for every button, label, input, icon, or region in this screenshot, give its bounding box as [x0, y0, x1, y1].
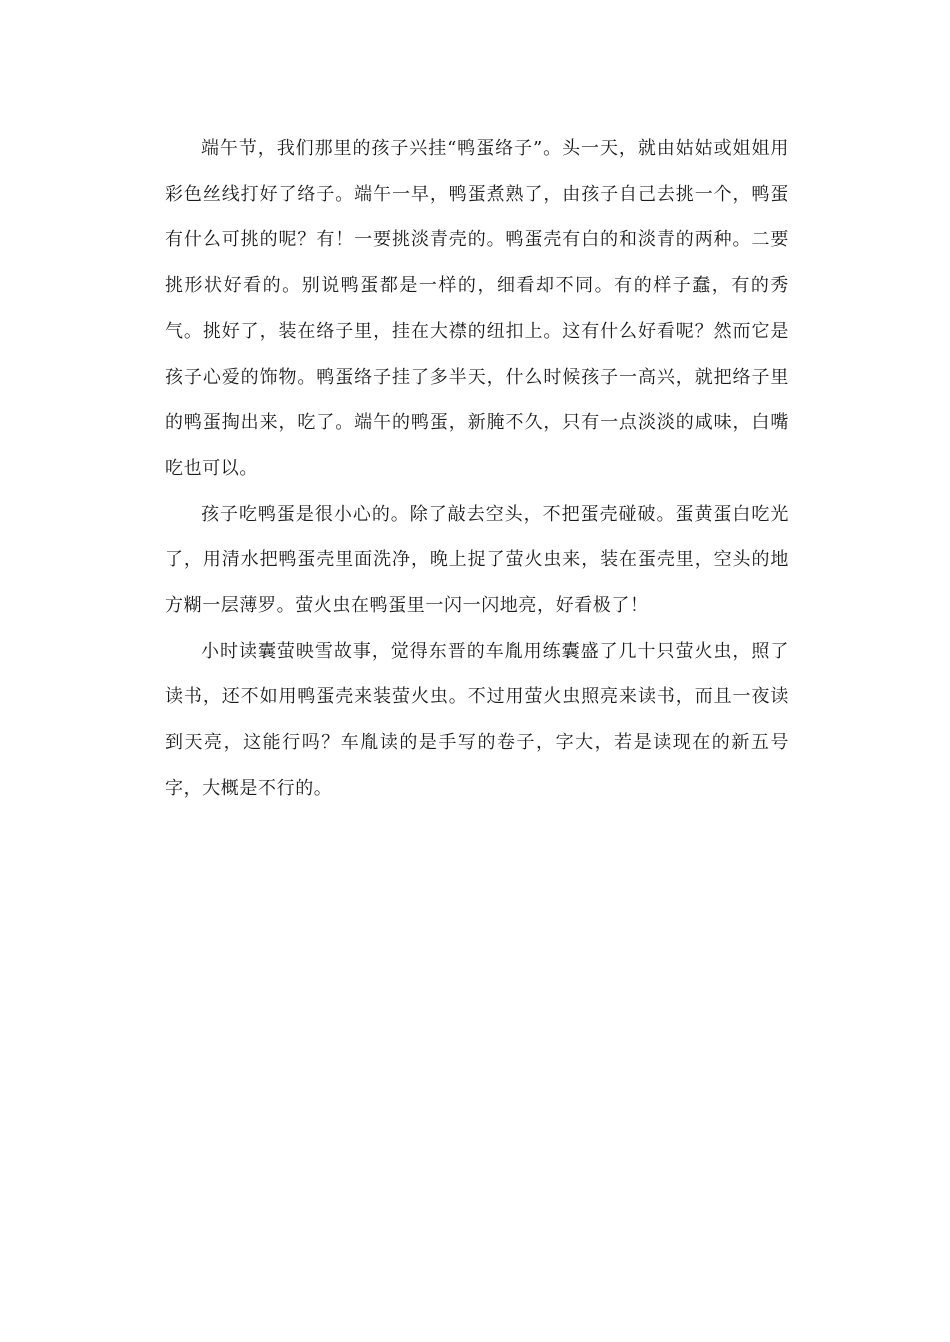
document-body: [165, 126, 789, 812]
paragraph-duck-egg-net: 端午节，我们那里的孩子兴挂“鸭蛋络子”。头一天，就由姑姑或姐姐用彩色丝线打好了络子。端午一早，鸭蛋煮熟了，由孩子自己去挑一个，鸭蛋有什么可挑的呢？有！一要挑淡青壳的。鸭蛋壳有白的和淡青的两种。二要挑形状好看的。别说鸭蛋都是一样的，细看却不同。有的样子蠢，有的秀气。挑好了，装在络子里，挂在大襟的纽扣上。这有什么好看呢？然而它是孩子心爱的饰物。鸭蛋络子挂了多半天，什么时候孩子一高兴，就把络子里的鸭蛋掏出来，吃了。端午的鸭蛋，新腌不久，只有一点淡淡的咸味，白嘴吃也可以。: [165, 138, 789, 479]
paragraph-reading-by-fireflies: 小时读囊萤映雪故事，觉得东晋的车胤用练囊盛了几十只萤火虫，照了读书，还不如用鸭蛋壳来装萤火虫。不过用萤火虫照亮来读书，而且一夜读到天亮，这能行吗？车胤读的是手写的卷子，字大，若是读现在的新五号字，大概是不行的。: [165, 640, 789, 799]
paragraph-eggshell-firefly: 孩子吃鸭蛋是很小心的。除了敲去空头，不把蛋壳碰破。蛋黄蛋白吃光了，用清水把鸭蛋壳里面洗净，晚上捉了萤火虫来，装在蛋壳里，空头的地方糊一层薄罗。萤火虫在鸭蛋里一闪一闪地亮，好看极了！: [165, 503, 789, 617]
